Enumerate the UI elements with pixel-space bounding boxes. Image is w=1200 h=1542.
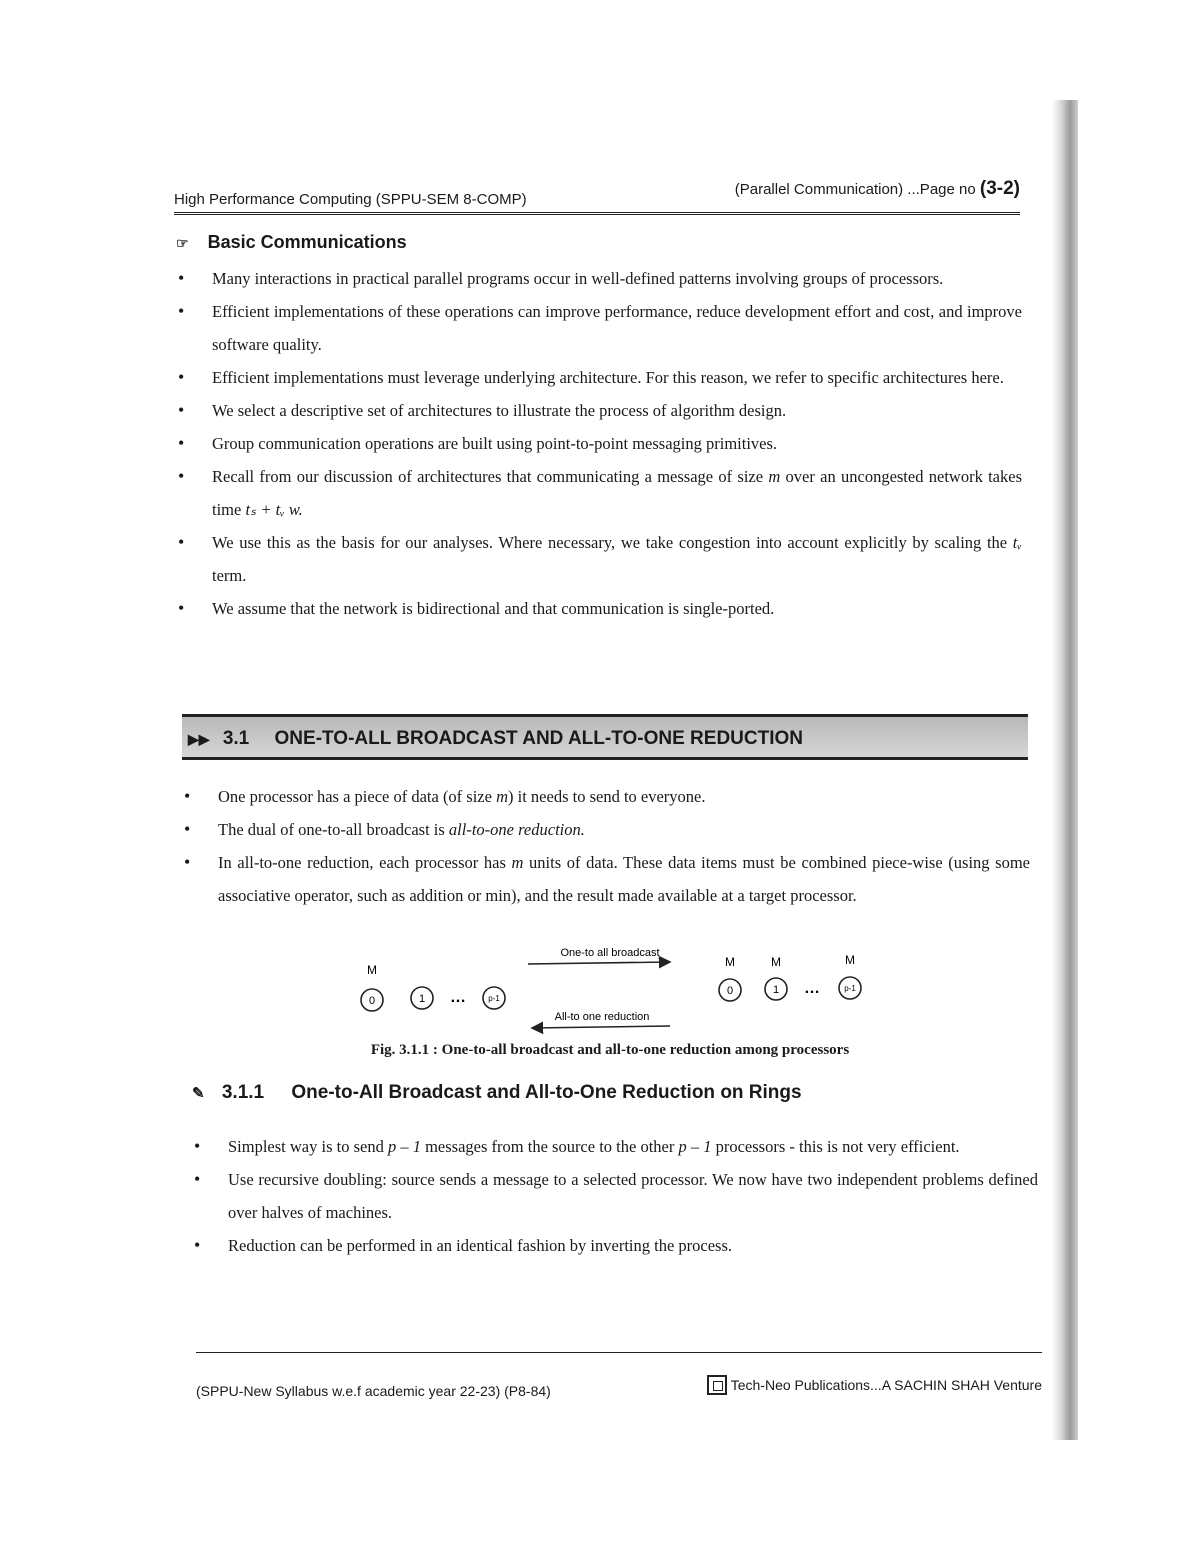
list-item xyxy=(182,846,1030,912)
book-spine-shadow xyxy=(1052,100,1078,1440)
text-span: messages from the source to the other xyxy=(420,1137,679,1156)
text-span: over an uncongested network takes time xyxy=(212,467,1022,519)
list-item xyxy=(176,460,1022,526)
list-item: • We assume that the network is bidirectional and that communication is single-ported. xyxy=(176,592,1022,625)
math-var: p – 1 xyxy=(678,1137,712,1156)
text-span: ) it needs to send to everyone. xyxy=(508,787,706,806)
figure-caption: Fig. 3.1.1 : One-to-all broadcast and all-to-one reduction among processors xyxy=(370,1042,850,1058)
pencil-icon: ✎ xyxy=(192,1085,205,1102)
header-page-number: (3-2) xyxy=(979,178,1020,199)
text-span: One processor has a piece of data (of size xyxy=(218,787,497,806)
math-var: m xyxy=(511,853,524,872)
ellipsis: … xyxy=(804,980,820,997)
text-span: We use this as the basis for our analyses. Where necessary, we take congestion into account explicitly by scaling the xyxy=(212,533,1013,552)
emphasis-text: all-to-one reduction. xyxy=(448,820,585,839)
basic-communications-list xyxy=(176,262,1022,625)
reduction-label: All-to one reduction xyxy=(554,1011,650,1023)
footer-syllabus-note: (SPPU-New Syllabus w.e.f academic year 22-23) (P8-84) xyxy=(196,1383,551,1399)
node-label: 0 xyxy=(368,995,376,1007)
footer-publisher-name: Tech-Neo Publications...A SACHIN SHAH Venture xyxy=(730,1377,1042,1393)
list-item: • Efficient implementations must leverage underlying architecture. For this reason, we refer to specific architectures here. xyxy=(176,361,1022,394)
basic-communications-title: Basic Communications xyxy=(207,232,407,252)
math-formula: tₛ + tᵥ w. xyxy=(245,500,303,519)
list-item: • Reduction can be performed in an identical fashion by inverting the process. xyxy=(192,1229,1038,1262)
list-item: • We select a descriptive set of architectures to illustrate the process of algorithm design. xyxy=(176,394,1022,427)
list-item xyxy=(192,1130,1038,1163)
publisher-logo-icon xyxy=(707,1375,727,1395)
section-number: 3.1 xyxy=(222,728,250,749)
list-item: • Use recursive doubling: source sends a message to a selected processor. We now have two independent problems defined over halves of machines. xyxy=(192,1163,1038,1229)
list-item: • Efficient implementations of these operations can improve performance, reduce development effort and cost, and improve software quality. xyxy=(176,295,1022,361)
text-span: The dual of one-to-all broadcast is xyxy=(218,820,449,839)
reduction-arrow xyxy=(532,1026,670,1028)
subsection-title: One-to-All Broadcast and All-to-One Reduction on Rings xyxy=(291,1082,802,1103)
figure-diagram xyxy=(340,942,900,1042)
broadcast-arrow xyxy=(528,962,670,964)
math-var: m xyxy=(768,467,781,486)
basic-communications-heading xyxy=(176,232,407,253)
list-item: • Group communication operations are built using point-to-point messaging primitives. xyxy=(176,427,1022,460)
text-span: term. xyxy=(212,566,247,585)
list-item xyxy=(176,526,1022,592)
text-span: Recall from our discussion of architectures that communicating a message of size xyxy=(212,467,769,486)
header-chapter-label: (Parallel Communication) ...Page no xyxy=(734,181,976,198)
text-span: processors - this is not very efficient. xyxy=(711,1137,960,1156)
node-label: p-1 xyxy=(844,984,856,993)
page-footer xyxy=(196,1352,1042,1413)
header-book-title: High Performance Computing (SPPU-SEM 8-COMP) xyxy=(174,191,527,208)
section-heading-bar xyxy=(182,714,1028,760)
broadcast-reduction-figure xyxy=(340,942,900,1042)
footer-publisher xyxy=(707,1375,1042,1395)
right-m-label: M xyxy=(725,955,735,969)
subsection-bullet-list xyxy=(192,1130,1038,1262)
math-var: tᵥ xyxy=(1012,533,1022,552)
broadcast-label: One-to all broadcast xyxy=(560,947,660,959)
math-var: m xyxy=(496,787,509,806)
list-item: • Many interactions in practical parallel programs occur in well-defined patterns involving groups of processors. xyxy=(176,262,1022,295)
subsection-number: 3.1.1 xyxy=(221,1082,265,1103)
node-label: 1 xyxy=(772,984,780,996)
header-chapter-info xyxy=(735,178,1020,200)
double-arrow-icon: ▶▶ xyxy=(188,731,210,747)
left-m-label: M xyxy=(367,963,377,977)
node-label: 1 xyxy=(418,993,426,1005)
node-label: p-1 xyxy=(488,994,500,1003)
right-m-label: M xyxy=(845,953,855,967)
list-item xyxy=(182,813,1030,846)
math-var: p – 1 xyxy=(387,1137,421,1156)
subsection-heading xyxy=(192,1082,802,1104)
ellipsis: … xyxy=(450,989,466,1006)
pointing-hand-icon: ☞ xyxy=(176,235,189,251)
section-bullet-list xyxy=(182,780,1030,912)
text-span: Simplest way is to send xyxy=(228,1137,388,1156)
list-item xyxy=(182,780,1030,813)
page-header xyxy=(174,172,1020,215)
text-span: In all-to-one reduction, each processor has xyxy=(218,853,512,872)
section-title: ONE-TO-ALL BROADCAST AND ALL-TO-ONE REDUCTION xyxy=(274,728,803,749)
right-m-label: M xyxy=(771,955,781,969)
node-label: 0 xyxy=(726,985,734,997)
text-span: units of data. These data items must be combined piece-wise (using some associative operator, such as addition or min), and the result made available at a target processor. xyxy=(218,853,1030,905)
